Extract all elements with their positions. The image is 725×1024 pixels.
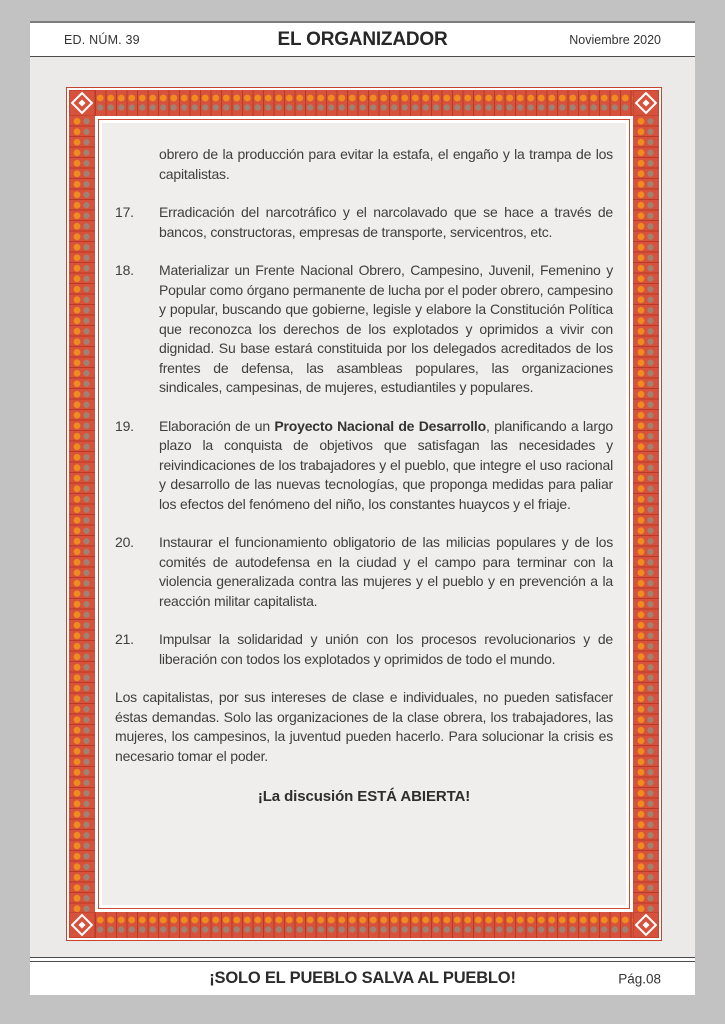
diamond-ornament-icon bbox=[69, 90, 95, 116]
item-number: 18. bbox=[115, 262, 134, 278]
call-to-action: ¡La discusión ESTÁ ABIERTA! bbox=[257, 788, 471, 805]
page-number: Pág.08 bbox=[618, 971, 661, 986]
diamond-ornament-icon bbox=[633, 90, 659, 116]
item-text-bold: Proyecto Nacional de Desarrollo bbox=[274, 417, 486, 434]
newsletter-title: EL ORGANIZADOR bbox=[277, 28, 448, 50]
border-band-top bbox=[95, 90, 633, 116]
closing-paragraph: Los capitalistas, por sus intereses de clase e individuales, no pueden satisfacer éstas demandas. Solo las organizaciones de la clase obrera, los trabajadores, las mujeres, los campesinos, la juventud pueden hacerlo. Para solucionar la crisis es necesario tomar el poder. bbox=[115, 689, 613, 764]
item-text: Impulsar la solidaridad y unión con los procesos revolucionarios y de liberación con todos los explotados y oprimidos de todo el mundo. bbox=[159, 631, 613, 667]
border-band-right bbox=[633, 116, 659, 912]
content-area bbox=[102, 123, 626, 905]
item-number bbox=[115, 145, 159, 184]
item-text: Materializar un Frente Nacional Obrero, Campesino, Juvenil, Femenino y Popular como órgano permanente de lucha por el poder obrero, campesino y popular, buscando que gobierne, legisle y elabore la Constitución Política que reconozca los derechos de los explotados y oprimidos a vivir con dignidad. Su base estará constituida por los delegados acreditados de los frentes de defensa, las asambleas populares, las organizaciones sindicales, campesinas, de mujeres, estudiantiles y populares. bbox=[159, 262, 613, 395]
list-item-19 bbox=[115, 417, 613, 515]
diamond-ornament-icon bbox=[69, 912, 95, 938]
list-item-17 bbox=[115, 203, 613, 242]
item-text-plain: , planificando a largo plazo la conquista de objetivos que satisfagan las necesidades y reivindicaciones de los trabajadores y el pueblo, que integre el uso racional y desarrollo de las nuevas tecnologías, que proponga medidas para paliar los efectos del fenómeno del niño, los constantes huaycos y el friaje. bbox=[159, 417, 613, 512]
item-number: 21. bbox=[115, 631, 134, 647]
item-number: 19. bbox=[115, 417, 134, 434]
ornamental-border-grid bbox=[69, 90, 659, 938]
page-body bbox=[30, 57, 695, 957]
item-text bbox=[159, 417, 613, 515]
item-number: 17. bbox=[115, 204, 134, 220]
item-text: obrero de la producción para evitar la estafa, el engaño y la trampa de los capitalistas. bbox=[159, 146, 613, 182]
border-band-left bbox=[69, 116, 95, 912]
list-item-21 bbox=[115, 630, 613, 669]
page-header bbox=[30, 23, 695, 57]
page-footer bbox=[30, 962, 695, 995]
newsletter-page bbox=[30, 21, 695, 995]
diamond-ornament-icon bbox=[633, 912, 659, 938]
border-band-bottom bbox=[95, 912, 633, 938]
footer-slogan: ¡SOLO EL PUEBLO SALVA AL PUEBLO! bbox=[209, 969, 516, 987]
item-number: 20. bbox=[115, 534, 134, 550]
item-text: Erradicación del narcotráfico y el narcolavado que se hace a través de bancos, constructoras, empresas de transporte, servicentros, etc. bbox=[159, 204, 613, 240]
issue-date: Noviembre 2020 bbox=[569, 32, 661, 47]
list-item-18 bbox=[115, 261, 613, 398]
inner-frame-line bbox=[98, 119, 630, 909]
list-item-20 bbox=[115, 533, 613, 611]
item-text-plain: Elaboración de un bbox=[159, 417, 275, 434]
list-item-continuation bbox=[115, 145, 613, 184]
ornamental-border bbox=[66, 87, 662, 941]
frame-center bbox=[95, 116, 633, 912]
edition-number: ED. NÚM. 39 bbox=[64, 32, 140, 47]
item-text: Instaurar el funcionamiento obligatorio de las milicias populares y de los comités de autodefensa en la ciudad y el campo para terminar con la violencia generalizada contra las mujeres y el pueblo y en prevención a la reacción militar capitalista. bbox=[159, 534, 613, 609]
